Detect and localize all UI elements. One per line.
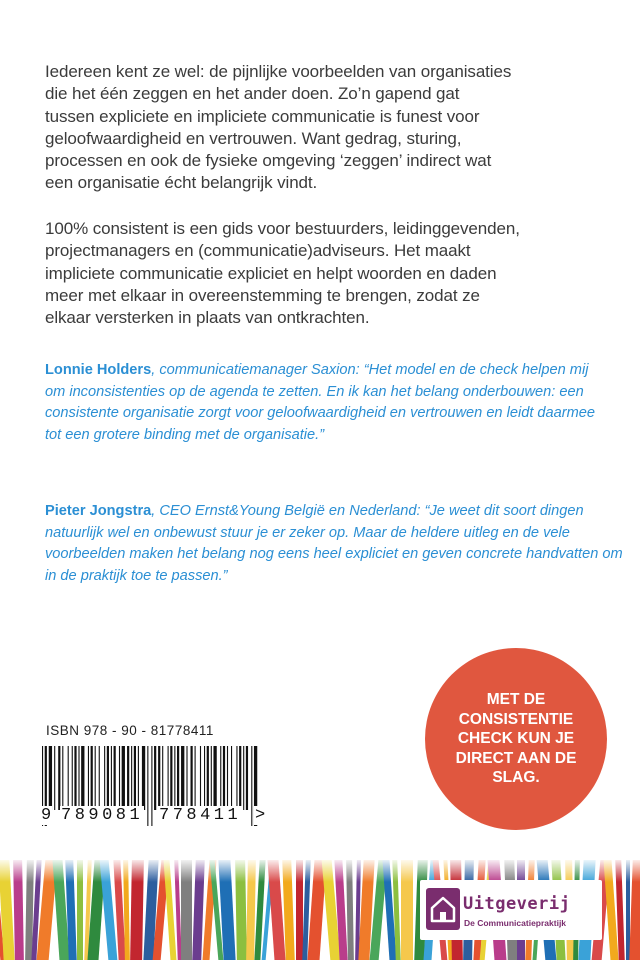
barcode-bar bbox=[231, 746, 232, 810]
barcode-bar bbox=[181, 746, 184, 810]
barcode-bar bbox=[78, 746, 79, 810]
barcode-bar bbox=[62, 746, 63, 810]
barcode-bar bbox=[127, 746, 129, 810]
barcode-bar bbox=[68, 746, 69, 810]
barcode-bar bbox=[134, 746, 136, 810]
barcode-bar bbox=[236, 746, 237, 810]
barcode-bar bbox=[54, 746, 55, 810]
barcode-bar bbox=[49, 746, 52, 810]
intro-line: Iedereen kent ze wel: de pijnlijke voorbeelden van organisaties bbox=[45, 62, 512, 81]
quote-text: “Het model en de check helpen mij om inconsistenties op de agenda te zetten. En ik kan het belang onderbouwen: een consistente organisatie zorgt voor geloofwaardigheid en vertrouwen en leidt daarmee tot een grotere binding met de organisatie.” bbox=[45, 362, 596, 443]
publisher-name: Uitgeverij bbox=[463, 894, 571, 914]
barcode-digit-group: 778411 bbox=[159, 806, 242, 825]
barcode-bar bbox=[91, 746, 93, 810]
description-paragraph bbox=[45, 218, 605, 329]
isbn-label: ISBN 978 - 90 - 81778411 bbox=[46, 723, 214, 738]
barcode-bar bbox=[95, 746, 96, 810]
barcode-bar bbox=[170, 746, 172, 810]
barcode-bar bbox=[107, 746, 109, 810]
barcode-bar bbox=[119, 746, 120, 810]
barcode-digit-group: 789081 bbox=[61, 806, 144, 825]
barcode-bar bbox=[154, 746, 156, 810]
quote-role: , CEO Ernst&Young België en Nederland: bbox=[151, 503, 425, 519]
barcode-bar bbox=[177, 746, 179, 810]
barcode-bar bbox=[58, 746, 60, 810]
barcode-bar bbox=[220, 746, 221, 810]
barcode-bar bbox=[111, 746, 112, 810]
barcode-bar bbox=[174, 746, 175, 810]
quote-text: “Je weet dit soort dingen natuurlijk wel en onbewust stuur je er zeker op. Maar de heldere uitleg en de vele voorbeelden maken het belang nog eens heel expliciet en geven concrete handvatten om in de praktijk toe te passen.” bbox=[45, 503, 623, 584]
description-line: 100% consistent is een gids voor bestuurders, leidinggevenden, bbox=[45, 219, 520, 238]
intro-line: die het één zeggen en het ander doen. Zo’n gapend gat bbox=[45, 84, 460, 104]
barcode-bar bbox=[243, 746, 244, 810]
barcode-bar bbox=[162, 746, 163, 810]
barcode-bar bbox=[114, 746, 116, 810]
description-line: elkaar versterken in plaats van ontkrachten. bbox=[45, 308, 370, 328]
barcode-bar bbox=[81, 746, 84, 810]
intro-line: een organisatie écht belangrijk vindt. bbox=[45, 173, 318, 193]
testimonial-quote bbox=[45, 360, 605, 446]
publisher-logo bbox=[420, 880, 602, 940]
barcode-bar bbox=[223, 746, 225, 810]
description-line: meer met elkaar in overeenstemming te brengen, zodat ze bbox=[45, 285, 480, 305]
barcode-digits bbox=[40, 806, 270, 830]
intro-line: tussen expliciete en impliciete communicatie is funest voor bbox=[45, 106, 480, 126]
barcode-bar bbox=[213, 746, 216, 810]
barcode-bar bbox=[138, 746, 139, 810]
quote-author: Pieter Jongstra bbox=[45, 503, 152, 519]
barcode-bar bbox=[227, 746, 228, 810]
barcode-bar bbox=[74, 746, 76, 810]
promo-badge-text bbox=[441, 690, 591, 788]
barcode-bar bbox=[72, 746, 73, 810]
badge-line: CONSISTENTIE bbox=[458, 710, 574, 728]
promo-badge bbox=[425, 648, 607, 830]
house-icon bbox=[426, 888, 460, 930]
barcode-bar bbox=[207, 746, 209, 810]
barcode-bar bbox=[246, 746, 248, 810]
barcode-bar bbox=[239, 746, 241, 810]
description-line: projectmanagers en (communicatie)adviseurs. Het maakt bbox=[45, 241, 471, 261]
barcode-bar bbox=[186, 746, 187, 810]
barcode-bar bbox=[200, 746, 201, 810]
barcode-bar bbox=[104, 746, 105, 810]
barcode-bar bbox=[195, 746, 196, 810]
barcode-bar bbox=[191, 746, 193, 810]
barcode-bar bbox=[142, 746, 145, 810]
badge-line: MET DE bbox=[486, 691, 546, 709]
barcode-digit-prefix: 9 bbox=[41, 806, 52, 825]
description-line: impliciete communicatie expliciet en helpt woorden en daden bbox=[45, 263, 497, 283]
badge-line: DIRECT AAN DE bbox=[455, 749, 577, 767]
barcode-bar bbox=[168, 746, 169, 810]
barcode-bar bbox=[204, 746, 205, 810]
intro-line: geloofwaardigheid en vertrouwen. Want gedrag, sturing, bbox=[45, 128, 462, 148]
intro-line: processen en ook de fysieke omgeving ‘zeggen’ indirect wat bbox=[45, 151, 492, 171]
barcode-bar bbox=[122, 746, 125, 810]
testimonial-quote bbox=[45, 501, 623, 587]
barcode-bar bbox=[88, 746, 89, 810]
publisher-tagline: De Communicatiepraktijk bbox=[464, 918, 567, 928]
badge-line: CHECK KUN JE bbox=[457, 730, 575, 748]
badge-line: SLAG. bbox=[492, 769, 540, 787]
barcode-bar bbox=[158, 746, 160, 810]
intro-paragraph bbox=[45, 61, 605, 195]
barcode-bar bbox=[131, 746, 132, 810]
barcode-bar bbox=[99, 746, 100, 810]
quote-role: , communicatiemanager Saxion: bbox=[151, 362, 364, 378]
barcode-bar bbox=[211, 746, 212, 810]
barcode-arrow: > bbox=[255, 806, 266, 825]
quote-author: Lonnie Holders bbox=[45, 362, 152, 378]
